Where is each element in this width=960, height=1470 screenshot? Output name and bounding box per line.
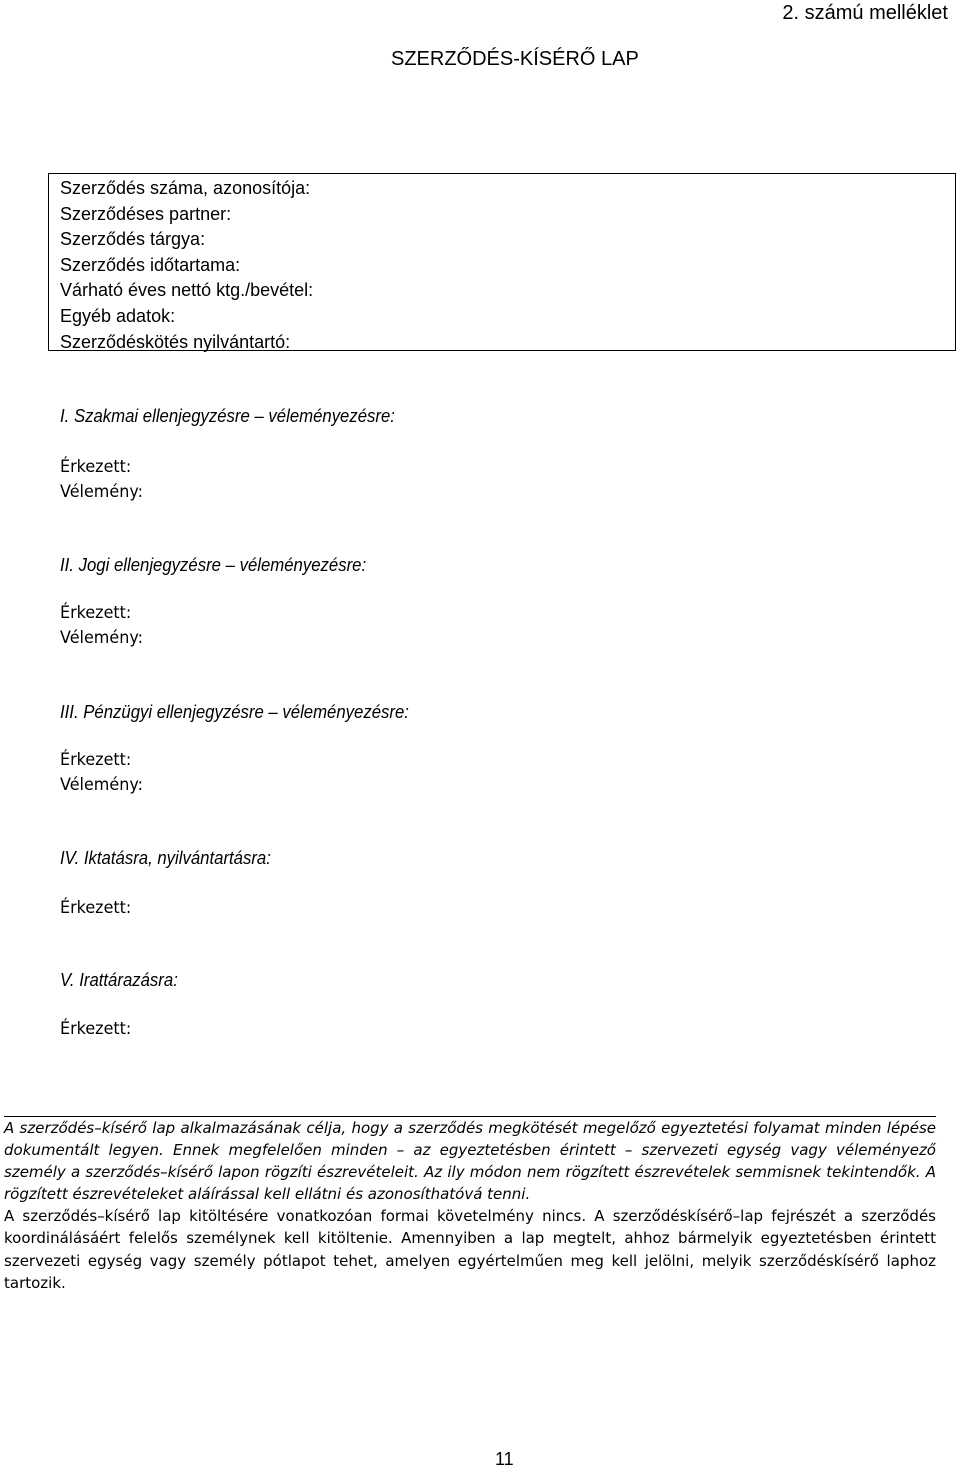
section-5-received-label: Érkezett: <box>60 1019 132 1039</box>
registrar-label: Szerződéskötés nyilvántartó: <box>60 331 291 352</box>
expected-cost-label: Várható éves nettó ktg./bevétel: <box>60 280 314 301</box>
contract-number-label: Szerződés száma, azonosítója: <box>60 178 311 198</box>
section-3-received-label: Érkezett: <box>60 750 132 770</box>
page-number: 11 <box>495 1449 514 1469</box>
section-1-opinion-label: Vélemény: <box>60 482 143 502</box>
contract-partner-label: Szerződéses partner: <box>60 203 232 224</box>
contract-duration-label: Szerződés időtartama: <box>60 254 241 275</box>
section-4-heading: IV. Iktatásra, nyilvántartásra: <box>60 848 271 868</box>
section-3-heading: III. Pénzügyi ellenjegyzésre – véleményezésre: <box>60 702 409 722</box>
section-2-heading: II. Jogi ellenjegyzésre – véleményezésre: <box>60 555 367 575</box>
section-2-opinion-label: Vélemény: <box>60 628 143 648</box>
annex-label: 2. számú melléklet <box>782 2 948 24</box>
usage-note-paragraph-1: A szerződés–kísérő lap alkalmazásának célja, hogy a szerződés megkötését megelőző egyeztetési folyamat minden lépése dokumentált legyen. Ennek megfelelően minden – az egyeztetésben érintett – szervezeti egység vagy véleményező személy a szerződés–kísérő lapon rögzíti észrevételeit. Az ily módon nem rögzített észrevételek semmisnek tekintendők. A rögzített észrevételeket aláírással kell ellátni és azonosíthatóvá tenni. <box>4 1119 936 1204</box>
contract-subject-label: Szerződés tárgya: <box>60 229 206 250</box>
section-1-heading: I. Szakmai ellenjegyzésre – véleményezésre: <box>60 406 395 426</box>
section-1-received-label: Érkezett: <box>60 457 132 477</box>
page-title: SZERZŐDÉS-KÍSÉRŐ LAP <box>391 48 639 70</box>
section-2-received-label: Érkezett: <box>60 603 132 623</box>
contract-info-box <box>48 173 956 351</box>
usage-note <box>4 1117 936 1294</box>
section-3-opinion-label: Vélemény: <box>60 775 143 795</box>
section-5-heading: V. Irattárazásra: <box>60 970 178 990</box>
other-data-label: Egyéb adatok: <box>60 305 176 326</box>
usage-note-paragraph-2: A szerződés–kísérő lap kitöltésére vonatkozóan formai követelmény nincs. A szerződéskísérő–lap fejrészét a szerződés koordinálásáért felelős személynek kell kitöltenie. Amennyiben a lap megtelt, ahhoz bármelyik egyeztetésben érintett szervezeti egység vagy személy pótlapot tehet, amelyen egyértelműen meg kell jelölni, melyik szerződéskísérő laphoz tartozik. <box>4 1207 936 1292</box>
section-4-received-label: Érkezett: <box>60 898 132 918</box>
